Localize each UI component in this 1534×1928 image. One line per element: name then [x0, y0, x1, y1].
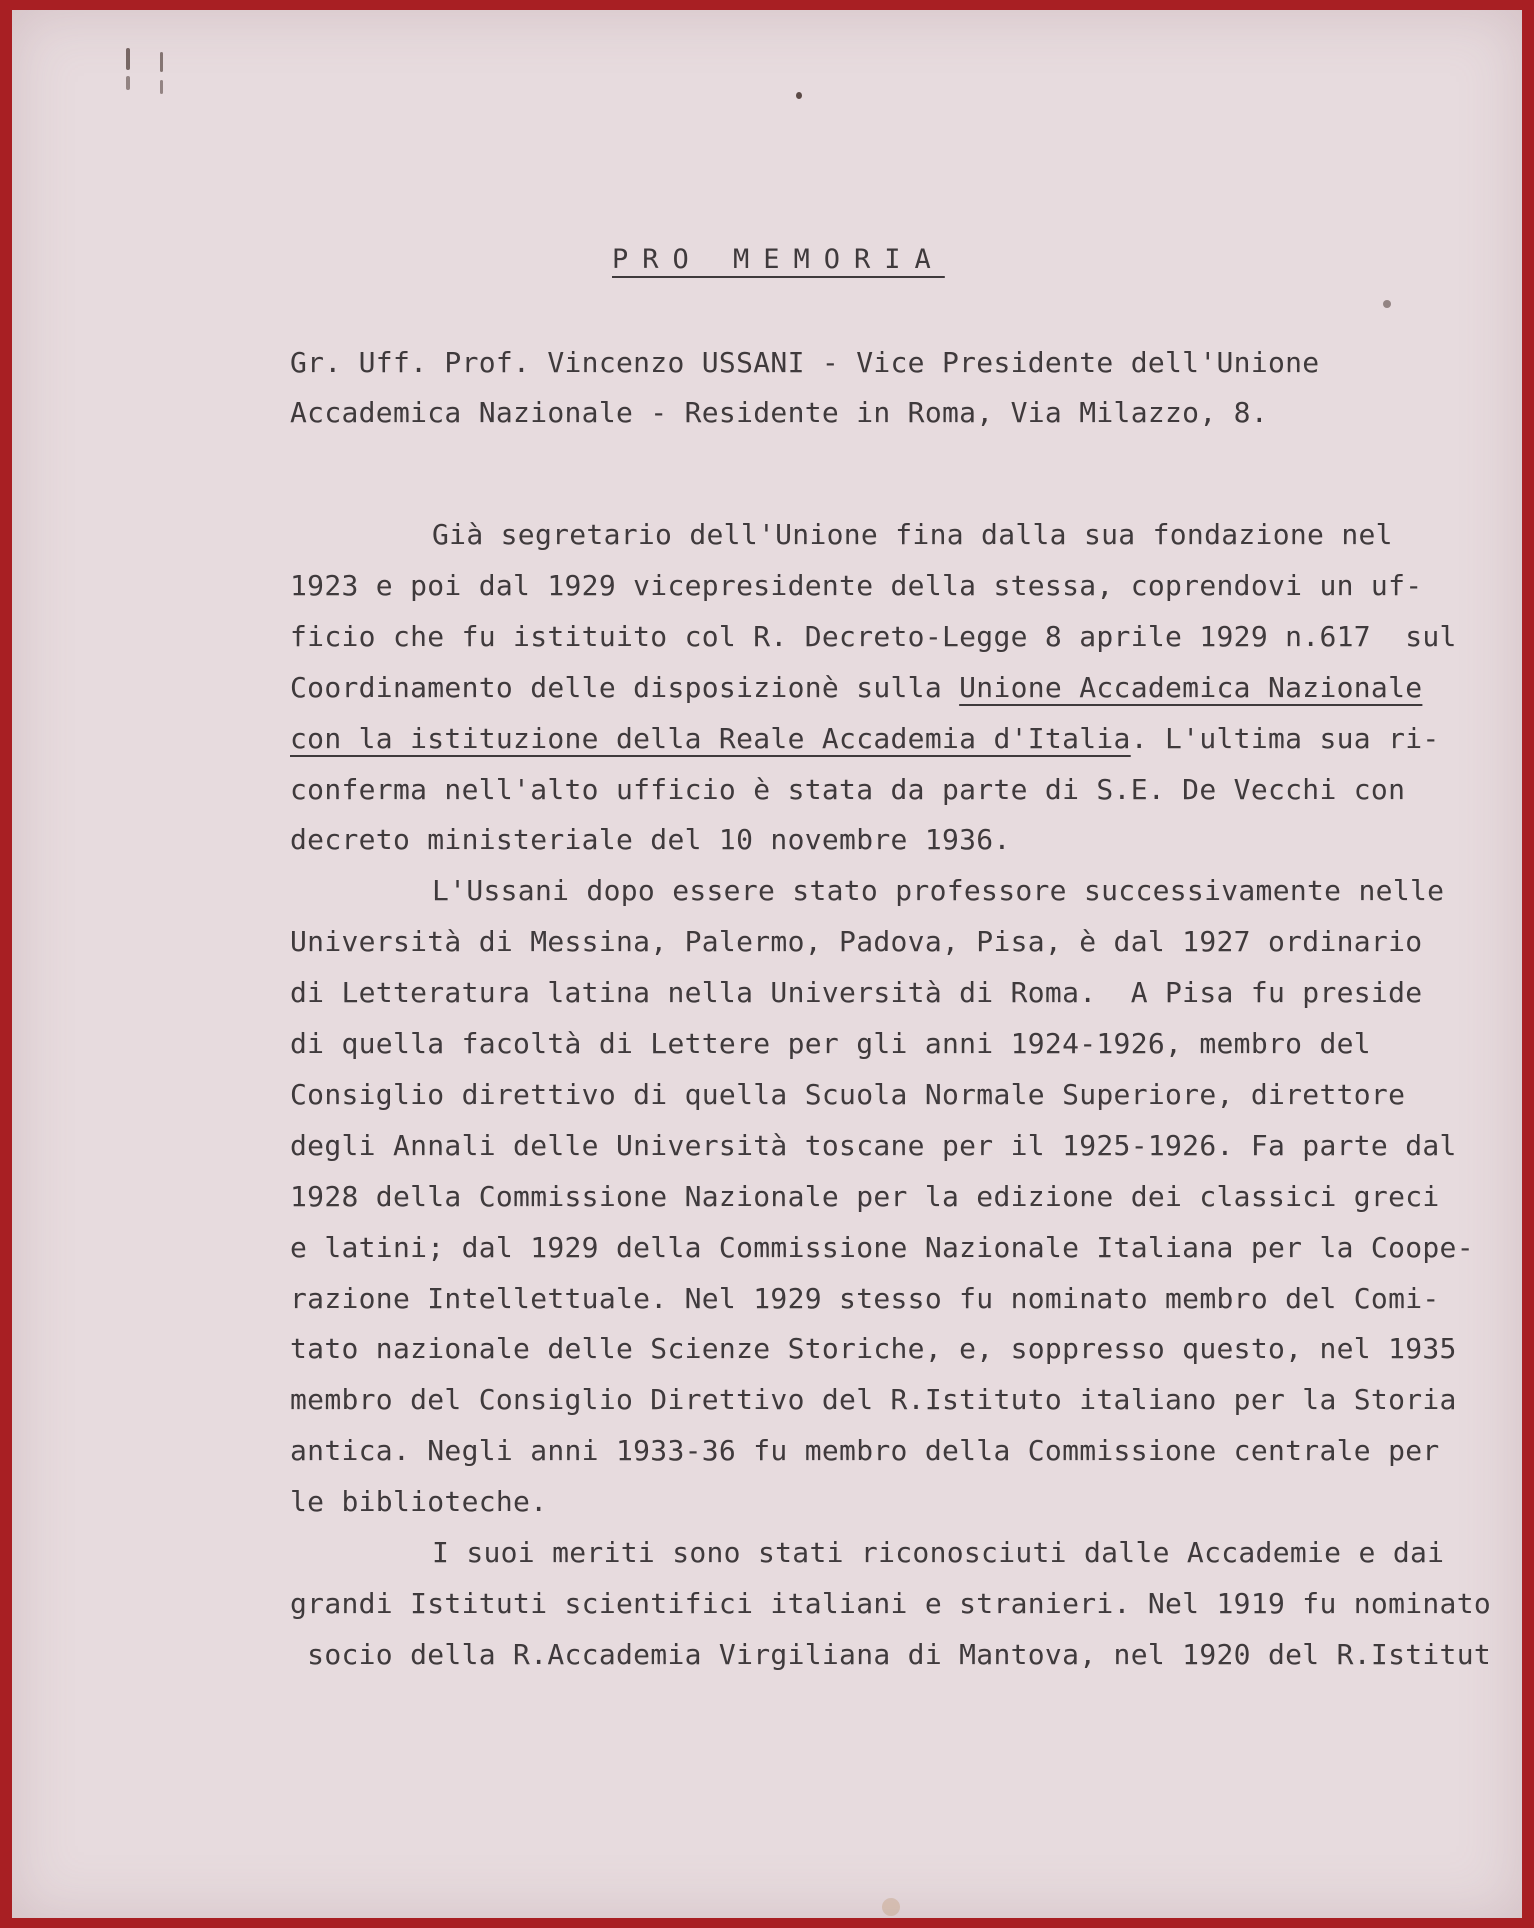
- body-line: [290, 1231, 1474, 1264]
- header-line: Accademica Nazionale - Residente in Roma, Via Milazzo, 8.: [290, 396, 1268, 429]
- body-line: [432, 874, 1444, 907]
- text-span: ficio che fu istituito col R. Decreto-Legge 8 aprile 1929 n.617 sul: [290, 620, 1457, 653]
- body-line: [290, 671, 1422, 704]
- body-line: [290, 1027, 1371, 1060]
- ink-dot: [796, 92, 802, 99]
- text-span: le biblioteche.: [290, 1485, 548, 1518]
- body-line: [290, 823, 1011, 856]
- text-span: . L'ultima sua ri-: [1130, 722, 1440, 755]
- text-span: L'Ussani dopo essere stato professore successivamente nelle: [432, 874, 1445, 907]
- body-line: [432, 1536, 1444, 1569]
- text-span: Università di Messina, Palermo, Padova, Pisa, è dal 1927 ordinario: [290, 925, 1423, 958]
- punch-mark: [126, 48, 130, 70]
- underlined-text: con la istituzione della Reale Accademia d'Italia: [290, 722, 1131, 755]
- text-span: e latini; dal 1929 della Commissione Nazionale Italiana per la Coope-: [290, 1231, 1474, 1264]
- body-line: [290, 722, 1440, 755]
- text-span: antica. Negli anni 1933-36 fu membro della Commissione centrale per: [290, 1434, 1440, 1467]
- body-line: [290, 1638, 1491, 1671]
- body-line: [290, 1383, 1457, 1416]
- body-line: [290, 773, 1405, 806]
- text-span: Consiglio direttivo di quella Scuola Normale Superiore, direttore: [290, 1078, 1406, 1111]
- text-span: Coordinamento delle disposizionè sulla: [290, 671, 960, 704]
- body-line: [290, 1332, 1457, 1365]
- body-line: [290, 976, 1422, 1009]
- text-span: 1928 della Commissione Nazionale per la edizione dei classici greci: [290, 1180, 1440, 1213]
- underlined-text: Unione Accademica Nazionale: [959, 671, 1423, 704]
- header-line: Gr. Uff. Prof. Vincenzo USSANI - Vice Presidente dell'Unione: [290, 346, 1320, 379]
- body-line: [290, 620, 1457, 653]
- text-span: 1923 e poi dal 1929 vicepresidente della stessa, coprendovi un uf-: [290, 569, 1423, 602]
- ink-dot: [1383, 300, 1391, 308]
- body-line: [290, 925, 1422, 958]
- page-title: PRO MEMORIA: [612, 244, 945, 275]
- text-span: grandi Istituti scientifici italiani e stranieri. Nel 1919 fu nominato: [290, 1587, 1492, 1620]
- punch-mark: [160, 80, 163, 94]
- body-line: [290, 1485, 547, 1518]
- document-page: [12, 10, 1522, 1918]
- text-span: di Letteratura latina nella Università di Roma. A Pisa fu preside: [290, 976, 1423, 1009]
- body-line: [432, 518, 1393, 551]
- punch-mark: [126, 76, 130, 90]
- text-span: decreto ministeriale del 10 novembre 1936.: [290, 823, 1011, 856]
- body-line: [290, 1129, 1457, 1162]
- body-line: [290, 569, 1422, 602]
- body-line: [290, 1180, 1440, 1213]
- text-span: razione Intellettuale. Nel 1929 stesso fu nominato membro del Comi-: [290, 1282, 1440, 1315]
- text-span: I suoi meriti sono stati riconosciuti dalle Accademie e dai: [432, 1536, 1445, 1569]
- text-span: tato nazionale delle Scienze Storiche, e, soppresso questo, nel 1935: [290, 1332, 1457, 1365]
- text-span: di quella facoltà di Lettere per gli anni 1924-1926, membro del: [290, 1027, 1371, 1060]
- body-line: [290, 1587, 1491, 1620]
- body-line: [290, 1282, 1440, 1315]
- body-line: [290, 1078, 1405, 1111]
- stain: [882, 1898, 900, 1916]
- text-span: socio della R.Accademia Virgiliana di Mantova, nel 1920 del R.Istitut: [290, 1638, 1492, 1671]
- text-span: degli Annali delle Università toscane per il 1925-1926. Fa parte dal: [290, 1129, 1457, 1162]
- body-line: [290, 1434, 1440, 1467]
- text-span: conferma nell'alto ufficio è stata da parte di S.E. De Vecchi con: [290, 773, 1406, 806]
- text-span: Già segretario dell'Unione fina dalla sua fondazione nel: [432, 518, 1393, 551]
- punch-mark: [160, 52, 163, 72]
- text-span: membro del Consiglio Direttivo del R.Istituto italiano per la Storia: [290, 1383, 1457, 1416]
